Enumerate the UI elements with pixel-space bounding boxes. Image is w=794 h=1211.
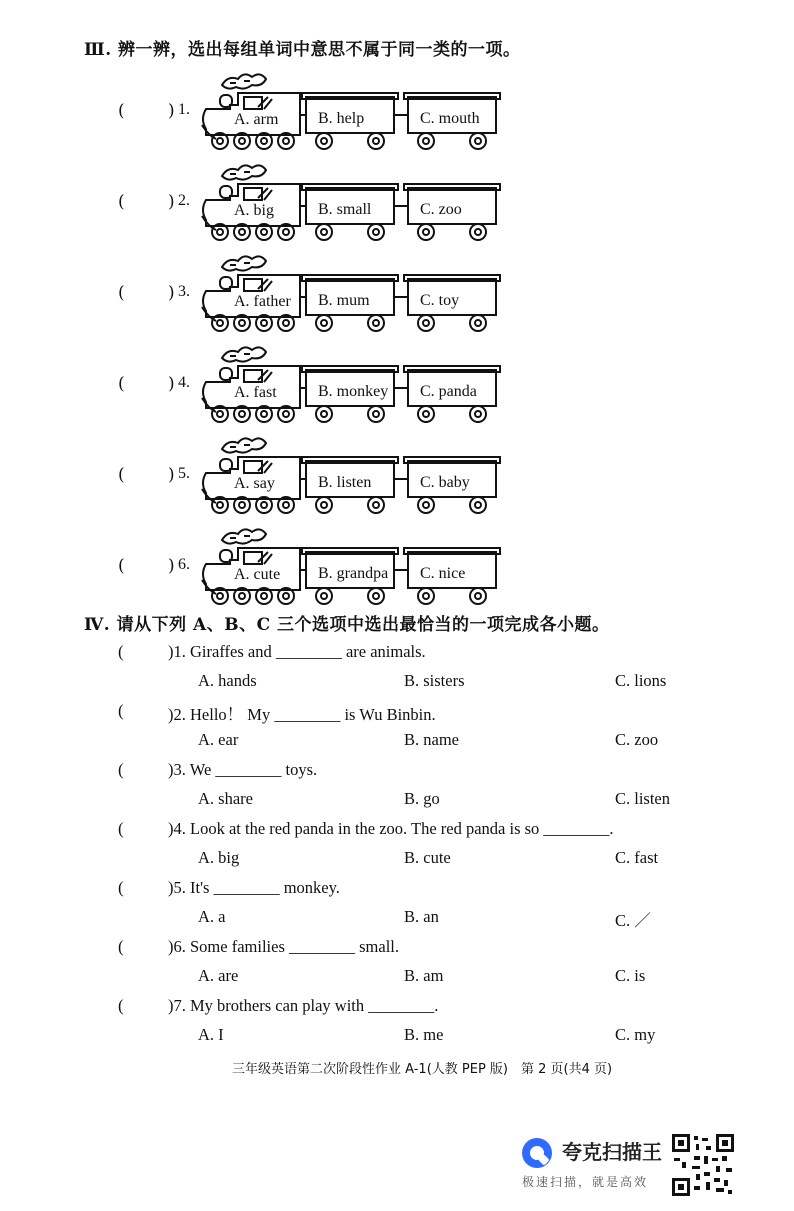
option-b: B. small: [318, 201, 372, 218]
answer-paren-open[interactable]: (: [118, 283, 125, 303]
mcq-question-2: [118, 701, 758, 759]
paren-close: ): [168, 760, 174, 779]
paren-close: ): [168, 937, 174, 956]
answer-paren-open[interactable]: (: [118, 760, 124, 779]
stem-text: 3. We ________ toys.: [173, 760, 318, 779]
question-number: 4.: [178, 374, 190, 391]
option-a: A. big: [234, 202, 274, 219]
option-a: A. hands: [198, 671, 257, 690]
mcq-question-1: [118, 642, 758, 700]
answer-paren-open[interactable]: (: [118, 937, 124, 956]
mcq-question-6: [118, 937, 758, 995]
mcq-question-3: [118, 760, 758, 818]
option-c: C. ／: [615, 911, 651, 930]
section-3-title: Ⅲ. 辨一辨，选出每组单词中意思不属于同一类的一项。: [84, 40, 521, 60]
stem-text: 1. Giraffes and ________ are animals.: [173, 642, 426, 661]
option-a: A. a: [198, 907, 226, 926]
option-c: C. listen: [615, 789, 671, 808]
answer-paren-open[interactable]: (: [118, 465, 125, 485]
option-c: C. my: [615, 1025, 656, 1044]
option-c: C. is: [615, 966, 646, 985]
question-stem: [168, 996, 438, 1016]
option-c: C. toy: [420, 292, 460, 309]
question-number: 2.: [178, 192, 190, 209]
paren-close: ): [168, 819, 174, 838]
stem-text: 2. Hello！ My ________ is Wu Binbin.: [173, 705, 436, 724]
option-b: B. me: [404, 1025, 444, 1044]
option-c: C. nice: [420, 565, 466, 582]
answer-paren-open[interactable]: (: [118, 642, 124, 661]
train-question-4: [118, 346, 538, 426]
option-a: A. father: [234, 293, 291, 310]
option-a: A. ear: [198, 730, 239, 749]
mcq-question-5: [118, 878, 758, 936]
answer-paren-close: ): [168, 465, 175, 485]
question-stem: [168, 701, 436, 725]
qr-code-icon: [672, 1134, 734, 1196]
answer-paren-close: ): [168, 283, 175, 303]
question-number: 1.: [178, 101, 190, 118]
answer-paren-close: ): [168, 556, 175, 576]
option-a: A. I: [198, 1025, 224, 1044]
option-a: A. say: [234, 475, 275, 492]
question-stem: [168, 878, 340, 898]
option-c: C. baby: [420, 474, 470, 491]
option-a: A. fast: [234, 384, 277, 401]
option-a: A. big: [198, 848, 240, 867]
option-a: A. cute: [234, 566, 281, 583]
train-question-5: [118, 437, 538, 517]
question-stem: [168, 819, 614, 839]
option-a: A. are: [198, 966, 239, 985]
answer-paren-open[interactable]: (: [118, 556, 125, 576]
question-number: 3.: [178, 283, 190, 300]
option-b: B. name: [404, 730, 459, 749]
question-number: 6.: [178, 556, 190, 573]
train-question-6: [118, 528, 538, 608]
answer-paren-open[interactable]: (: [118, 878, 124, 897]
question-stem: [168, 760, 317, 780]
stem-text: 4. Look at the red panda in the zoo. The red panda is so ________.: [173, 819, 614, 838]
option-c: C. fast: [615, 848, 659, 867]
answer-paren-open[interactable]: (: [118, 701, 124, 720]
option-c: C. lions: [615, 671, 667, 690]
paren-close: ): [168, 878, 174, 897]
section-4-title: Ⅳ. 请从下列 A、B、C 三个选项中选出最恰当的一项完成各小题。: [84, 615, 610, 635]
answer-paren-close: ): [168, 192, 175, 212]
stem-text: 5. It's ________ monkey.: [173, 878, 340, 897]
option-c: C. mouth: [420, 110, 480, 127]
option-b: B. cute: [404, 848, 451, 867]
train-question-2: [118, 164, 538, 244]
answer-paren-open[interactable]: (: [118, 996, 124, 1015]
option-a: A. share: [198, 789, 253, 808]
train-question-1: [118, 73, 538, 153]
brand-slogan: 极速扫描，就是高效: [522, 1175, 649, 1189]
option-a: A. arm: [234, 111, 279, 128]
stem-text: 6. Some families ________ small.: [173, 937, 399, 956]
brand-name: 夸克扫描王: [562, 1140, 662, 1164]
page-footer: 三年级英语第二次阶段性作业 A-1(人教 PEP 版) 第 2 页(共4 页): [232, 1062, 613, 1077]
paren-close: ): [168, 996, 174, 1015]
option-b: B. monkey: [318, 383, 389, 400]
answer-paren-close: ): [168, 101, 175, 121]
paren-close: ): [168, 705, 174, 724]
answer-paren-open[interactable]: (: [118, 192, 125, 212]
option-b: B. am: [404, 966, 444, 985]
train-question-3: [118, 255, 538, 335]
quark-logo-icon: [520, 1136, 554, 1170]
answer-paren-open[interactable]: (: [118, 819, 124, 838]
option-b: B. an: [404, 907, 439, 926]
question-number: 5.: [178, 465, 190, 482]
mcq-question-7: [118, 996, 758, 1054]
option-b: B. help: [318, 110, 365, 127]
option-c: C. zoo: [420, 201, 462, 218]
answer-paren-open[interactable]: (: [118, 374, 125, 394]
question-stem: [168, 642, 426, 662]
stem-text: 7. My brothers can play with ________.: [173, 996, 439, 1015]
option-b: B. grandpa: [318, 565, 389, 582]
option-c: C. panda: [420, 383, 477, 400]
option-b: B. mum: [318, 292, 370, 309]
paren-close: ): [168, 642, 174, 661]
option-b: B. listen: [318, 474, 372, 491]
option-b: B. go: [404, 789, 440, 808]
answer-paren-close: ): [168, 374, 175, 394]
question-stem: [168, 937, 399, 957]
answer-paren-open[interactable]: (: [118, 101, 125, 121]
option-b: B. sisters: [404, 671, 465, 690]
mcq-question-4: [118, 819, 758, 877]
option-c: C. zoo: [615, 730, 659, 749]
